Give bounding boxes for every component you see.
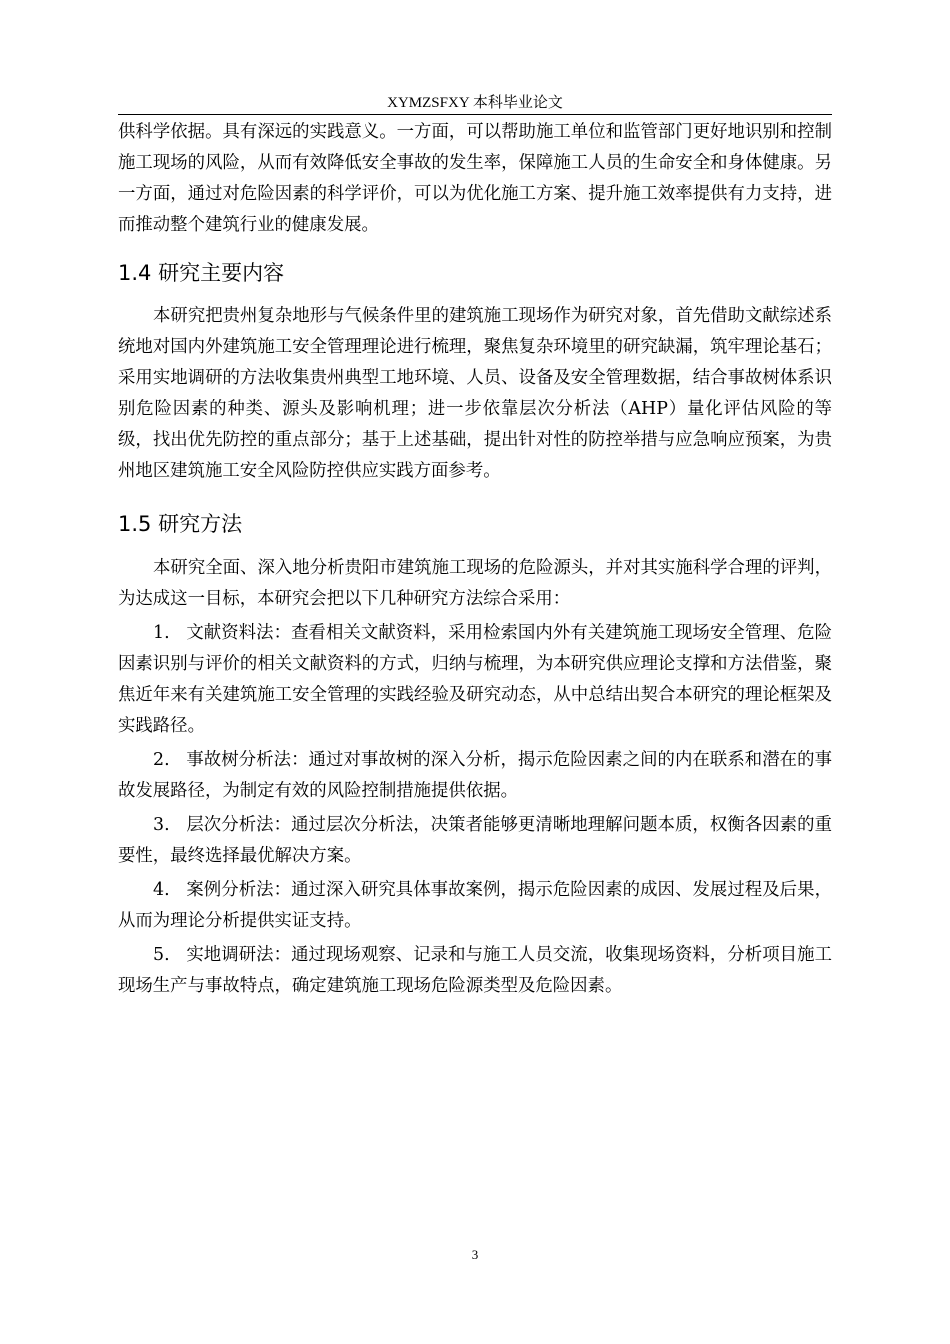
list-item-number: 2.	[153, 750, 170, 770]
section-heading-1-5: 1.5 研究方法	[118, 512, 243, 536]
page-number: 3	[471, 1247, 479, 1262]
list-item	[118, 940, 832, 1002]
intro-paragraph: 供科学依据。具有深远的实践意义。一方面，可以帮助施工单位和监管部门更好地识别和控制施工现场的风险，从而有效降低安全事故的发生率，保障施工人员的生命安全和身体健康。另一方面，通过对危险因素的科学评价，可以为优化施工方案、提升施工效率提供有力支持，进而推动整个建筑行业的健康发展。	[118, 122, 832, 235]
list-item-number: 5.	[153, 945, 170, 965]
list-item-text: 事故树分析法：通过对事故树的深入分析，揭示危险因素之间的内在联系和潜在的事故发展路径，为制定有效的风险控制措施提供依据。	[118, 750, 832, 801]
running-header: XYMZSFXY 本科毕业论文	[387, 95, 563, 111]
page-body	[118, 117, 832, 1005]
list-item-text: 案例分析法：通过深入研究具体事故案例，揭示危险因素的成因、发展过程及后果，从而为理论分析提供实证支持。	[118, 880, 832, 931]
list-item	[118, 810, 832, 872]
section-1-5-intro: 本研究全面、深入地分析贵阳市建筑施工现场的危险源头，并对其实施科学合理的评判，为达成这一目标，本研究会把以下几种研究方法综合采用：	[118, 558, 832, 609]
list-item-text: 文献资料法：查看相关文献资料，采用检索国内外有关建筑施工现场安全管理、危险因素识别与评价的相关文献资料的方式，归纳与梳理，为本研究供应理论支撑和方法借鉴，聚焦近年来有关建筑施工安全管理的实践经验及研究动态，从中总结出契合本研究的理论框架及实践路径。	[118, 623, 832, 736]
list-item-number: 4.	[153, 880, 170, 900]
list-item-text: 实地调研法：通过现场观察、记录和与施工人员交流，收集现场资料，分析项目施工现场生产与事故特点，确定建筑施工现场危险源类型及危险因素。	[118, 945, 832, 996]
section-1-4-paragraph: 本研究把贵州复杂地形与气候条件里的建筑施工现场作为研究对象，首先借助文献综述系统地对国内外建筑施工安全管理理论进行梳理，聚焦复杂环境里的研究缺漏，筑牢理论基石；采用实地调研的方法收集贵州典型工地环境、人员、设备及安全管理数据，结合事故树体系识别危险因素的种类、源头及影响机理；进一步依靠层次分析法（AHP）量化评估风险的等级，找出优先防控的重点部分；基于上述基础，提出针对性的防控举措与应急响应预案，为贵州地区建筑施工安全风险防控供应实践方面参考。	[118, 306, 832, 481]
research-methods-list	[118, 618, 832, 1002]
list-item	[118, 618, 832, 742]
list-item-number: 3.	[153, 815, 170, 835]
list-item-number: 1.	[153, 623, 170, 643]
list-item	[118, 745, 832, 807]
header-rule	[118, 114, 832, 115]
list-item	[118, 875, 832, 937]
list-item-text: 层次分析法：通过层次分析法，决策者能够更清晰地理解问题本质，权衡各因素的重要性，最终选择最优解决方案。	[118, 815, 832, 866]
section-heading-1-4: 1.4 研究主要内容	[118, 261, 285, 285]
